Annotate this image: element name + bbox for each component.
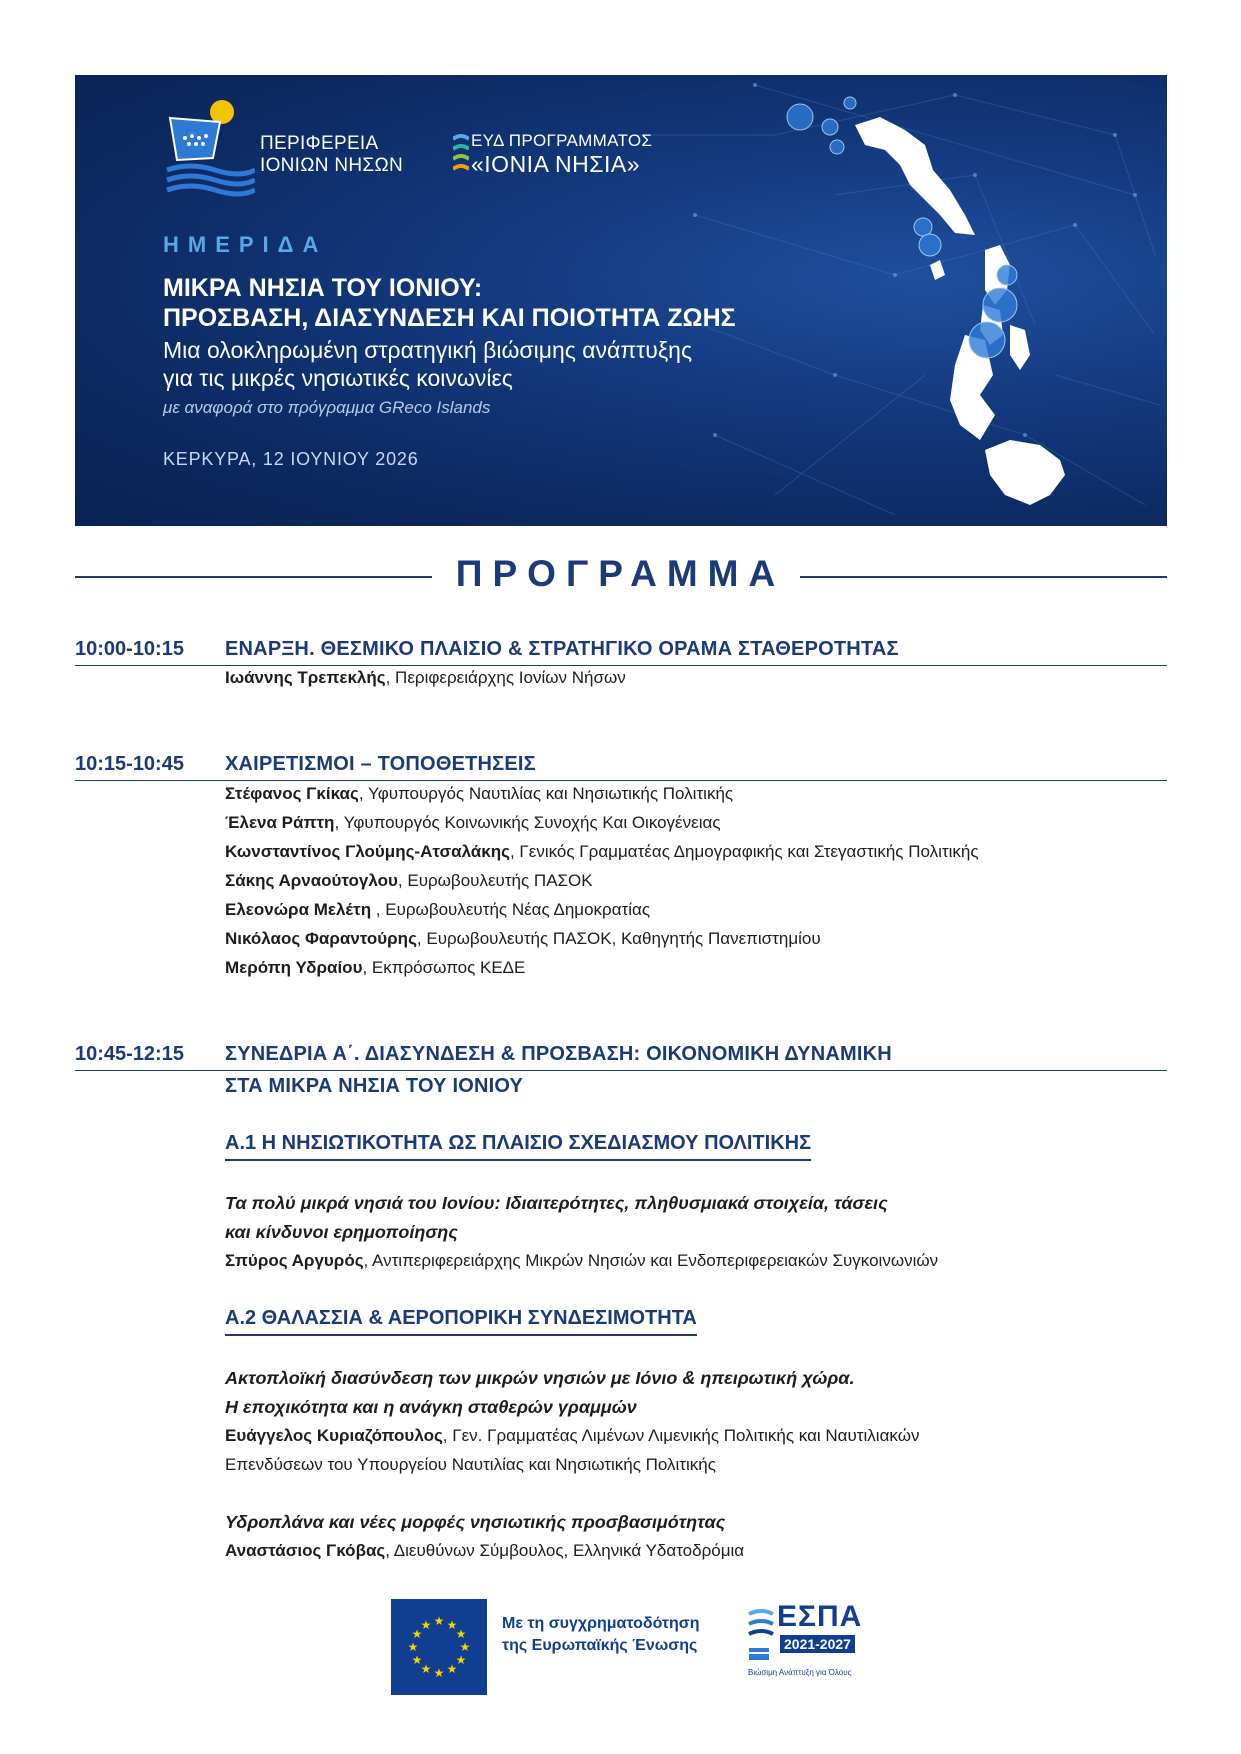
header-banner [75,75,1167,526]
svg-text:★: ★ [420,1662,432,1676]
event-subtitle-line3: με αναφορά στο πρόγραμμα GReco Islands [163,398,491,417]
session2-speaker-1: Στέφανος Γκίκας, Υφυπουργός Ναυτιλίας και Νησιωτικής Πολιτικής [225,784,734,803]
svg-text:★: ★ [455,1653,467,1667]
eu-cofunding-line2: της Ευρωπαϊκής Ένωσης [502,1637,698,1654]
event-subtitle-line2: για τις μικρές νησιωτικές κοινωνίες [163,365,513,391]
region-logo-text [260,133,403,177]
a2-topic1-line2: Η εποχικότητα και η ανάγκη σταθερών γραμμών [225,1397,637,1417]
session2-divider [75,780,1167,781]
svg-text:★: ★ [411,1653,423,1667]
event-date: ΚΕΡΚΥΡΑ, 12 ΙΟΥΝΙΟΥ 2026 [163,449,419,469]
region-logo-icon [165,100,255,200]
program-logo-line1: ΕΥΔ ΠΡΟΓΡΑΜΜΑΤΟΣ [471,131,653,150]
a1-speaker: Σπύρος Αργυρός, Αντιπεριφερειάρχης Μικρών Νησιών και Ενδοπεριφερειακών Συγκοινωνιών [225,1251,939,1270]
session1-speaker: Ιωάννης Τρεπεκλής, Περιφερειάρχης Ιονίων Νήσων [225,668,626,687]
a2-speaker1-role-line2: Επενδύσεων του Υπουργείου Ναυτιλίας και Νησιωτικής Πολιτικής [225,1455,716,1474]
svg-text:★: ★ [455,1627,467,1641]
region-logo-line1: ΠΕΡΙΦΕΡΕΙΑ [260,133,379,154]
region-logo-line2: ΙΟΝΙΩΝ ΝΗΣΩΝ [260,155,403,176]
event-title-line1: ΜΙΚΡΑ ΝΗΣΙΑ ΤΟΥ ΙΟΝΙΟΥ: [163,274,483,302]
session2-speaker-3: Κωνσταντίνος Γλούμης-Ατσαλάκης, Γενικός Γραμματέας Δημογραφικής και Στεγαστικής Πολιτικής [225,842,979,861]
eu-stars-icon [391,1599,487,1695]
session2-speaker-5: Ελεονώρα Μελέτη , Ευρωβουλευτής Νέας Δημοκρατίας [225,900,651,919]
a2-speaker2: Αναστάσιος Γκόβας, Διευθύνων Σύμβουλος, Ελληνικά Υδατοδρόμια [225,1541,745,1560]
svg-text:★: ★ [433,1614,445,1628]
a2-topic1-line1: Ακτοπλοϊκή διασύνδεση των μικρών νησιών με Ιόνιο & ηπειρωτική χώρα. [225,1368,855,1388]
a1-topic-line2: και κίνδυνοι ερημοποίησης [225,1222,458,1242]
subsession-a2-heading: Α.2 ΘΑΛΑΣΣΙΑ & ΑΕΡΟΠΟΡΙΚΗ ΣΥΝΔΕΣΙΜΟΤΗΤΑ [225,1307,697,1336]
espa-word: ΕΣΠΑ [777,1600,863,1633]
subsession-a1-heading: Α.1 Η ΝΗΣΙΩΤΙΚΟΤΗΤΑ ΩΣ ΠΛΑΙΣΙΟ ΣΧΕΔΙΑΣΜΟΥ ΠΟΛΙΤΙΚΗΣ [225,1132,811,1161]
session3-title-line1: ΣΥΝΕΔΡΙΑ Α΄. ΔΙΑΣΥΝΔΕΣΗ & ΠΡΟΣΒΑΣΗ: ΟΙΚΟΝΟΜΙΚΗ ΔΥΝΑΜΙΚΗ [225,1043,892,1065]
event-type: ΗΜΕΡΙΔΑ [163,232,328,257]
session2-time: 10:15-10:45 [75,753,184,775]
session2-speaker-4: Σάκης Αρναούτογλου, Ευρωβουλευτής ΠΑΣΟΚ [225,871,593,890]
svg-text:★: ★ [407,1640,419,1654]
svg-text:★: ★ [446,1618,458,1632]
session1-time: 10:00-10:15 [75,638,184,660]
program-title: ΠΡΟΓΡΑΜΜΑ [455,553,786,594]
session3-time: 10:45-12:15 [75,1043,184,1065]
svg-text:★: ★ [446,1662,458,1676]
program-logo-icon [453,133,469,173]
event-title-line2: ΠΡΟΣΒΑΣΗ, ΔΙΑΣΥΝΔΕΣΗ ΚΑΙ ΠΟΙΟΤΗΤΑ ΖΩΗΣ [163,304,736,332]
session2-speaker-2: Έλενα Ράπτη, Υφυπουργός Κοινωνικής Συνοχής Και Οικογένειας [225,813,721,832]
a2-topic2: Υδροπλάνα και νέες μορφές νησιωτικής προσβασιμότητας [225,1512,726,1532]
a2-speaker1: Ευάγγελος Κυριαζόπουλος, Γεν. Γραμματέας Λιμένων Λιμενικής Πολιτικής και Ναυτιλιακών [225,1426,920,1445]
event-subtitle-line1: Μια ολοκληρωμένη στρατηγική βιώσιμης ανάπτυξης [163,337,693,363]
svg-text:★: ★ [459,1640,471,1654]
eu-flag [391,1599,487,1695]
svg-text:★: ★ [420,1618,432,1632]
espa-tagline: Βιώσιμη Ανάπτυξη για Όλους [748,1668,852,1677]
svg-text:★: ★ [433,1666,445,1680]
session1-divider [75,665,1167,666]
session2-speaker-7: Μερόπη Υδραίου, Εκπρόσωπος ΚΕΔΕ [225,958,526,977]
eu-cofunding-line1: Με τη συγχρηματοδότηση [502,1615,700,1632]
program-logo-line2: «ΙΟΝΙΑ ΝΗΣΙΑ» [471,151,640,177]
title-divider-right [800,576,1167,578]
session1-title: ΕΝΑΡΞΗ. ΘΕΣΜΙΚΟ ΠΛΑΙΣΙΟ & ΣΤΡΑΤΗΓΙΚΟ ΟΡΑΜΑ ΣΤΑΘΕΡΟΤΗΤΑΣ [225,638,899,660]
session3-title-line2: ΣΤΑ ΜΙΚΡΑ ΝΗΣΙΑ ΤΟΥ ΙΟΝΙΟΥ [225,1075,524,1097]
session2-title: ΧΑΙΡΕΤΙΣΜΟΙ – ΤΟΠΟΘΕΤΗΣΕΙΣ [225,753,536,775]
a1-topic-line1: Τα πολύ μικρά νησιά του Ιονίου: Ιδιαιτερότητες, πληθυσμιακά στοιχεία, τάσεις [225,1193,888,1213]
svg-text:★: ★ [411,1627,423,1641]
espa-years: 2021-2027 [780,1635,855,1653]
session3-divider [75,1070,1167,1071]
session2-speaker-6: Νικόλαος Φαραντούρης, Ευρωβουλευτής ΠΑΣΟΚ, Καθηγητής Πανεπιστημίου [225,929,821,948]
